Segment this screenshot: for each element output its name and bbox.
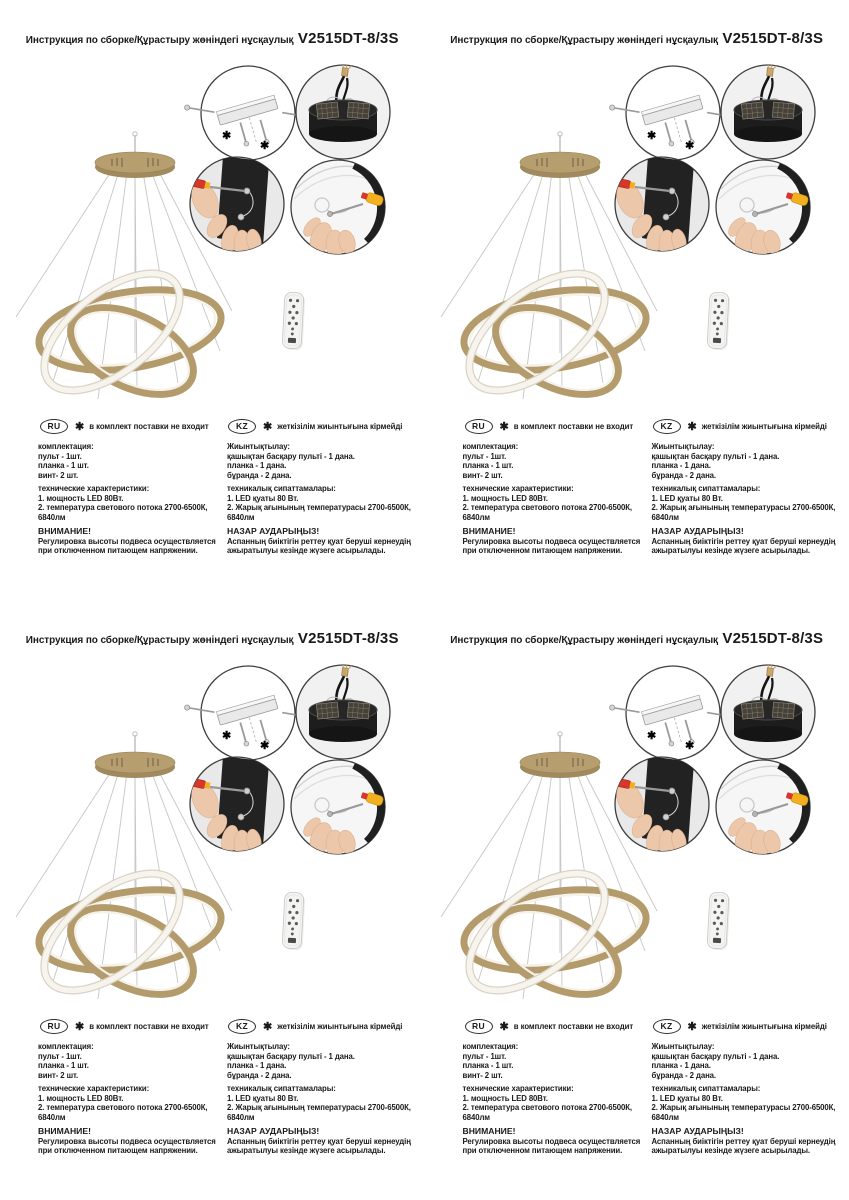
warning-line: Регулировка высоты подвеса осуществляется [38, 1136, 216, 1146]
canopy-disc [95, 752, 175, 778]
instruction-panel [0, 0, 425, 600]
wire-adjust-photo-circle [291, 160, 386, 258]
spec-line: техникалық сипаттамалары: [227, 484, 336, 493]
warning-line: Аспанның биіктігін реттеу қуат беруші кернеудің [651, 536, 836, 546]
spec-line: 1. LED қуаты 80 Вт. [227, 1093, 299, 1103]
spec-line: техникалық сипаттамалары: [227, 1084, 336, 1093]
spec-line: планка - 1 шт. [38, 461, 89, 470]
wire-adjust-photo-circle [716, 760, 811, 858]
spec-line: технические характеристики: [462, 484, 574, 493]
spec-line: 2. температура светового потока 2700-6500К, [38, 1103, 208, 1112]
not-included-asterisk: ✱ [260, 140, 270, 152]
spec-line: бұранда - 2 дана. [651, 1070, 716, 1080]
asterisk-icon: ✱ [499, 1020, 509, 1033]
spec-line: 6840лм [38, 512, 66, 522]
warning-line: Аспанның биіктігін реттеу қуат беруші кернеудің [227, 536, 411, 546]
spec-line: 2. Жарық ағынының температурасы 2700-6500К, [227, 503, 411, 512]
spec-line: планка - 1 дана. [651, 1061, 711, 1070]
spec-line: 2. Жарық ағынының температурасы 2700-6500К, [227, 1103, 411, 1112]
asterisk-icon: ✱ [263, 420, 273, 433]
panel-title [0, 30, 425, 48]
spec-line: Жиынтықтылау: [227, 1042, 290, 1051]
canopy-disc [520, 752, 600, 778]
title-text: Инструкция по сборке/Құрастыру жөніндегі нұсқаулық [25, 35, 294, 46]
notes-section [425, 418, 849, 555]
warning-line: ажыратылуы кезінде жүзеге асырылады. [651, 546, 810, 555]
notes-section [0, 1018, 424, 1155]
model-number: V2515DT-8/3S [722, 630, 824, 647]
spec-line: 2. Жарық ағынының температурасы 2700-6500К, [651, 503, 836, 512]
ru-badge: RU [40, 1019, 68, 1034]
wire-adjust-photo-circle [291, 760, 386, 858]
ru-not-included-note: в комплект поставки не входит [89, 1021, 209, 1031]
chandelier-illustration [441, 732, 657, 1013]
screwdriver-photo-circle [611, 756, 709, 856]
not-included-asterisk: ✱ [684, 740, 694, 752]
warning-line: при отключенном питающем напряжении. [462, 546, 623, 555]
kz-badge: KZ [228, 1019, 256, 1034]
badge-row [465, 418, 849, 434]
spec-line: 2. температура светового потока 2700-6500К, [38, 503, 208, 512]
ru-badge: RU [465, 1019, 493, 1034]
spec-line: технические характеристики: [38, 484, 150, 493]
warning-line: Аспанның биіктігін реттеу қуат беруші кернеудің [651, 1136, 836, 1146]
spec-line: 6840лм [227, 1112, 255, 1122]
canopy-disc [95, 152, 175, 178]
spec-line: технические характеристики: [462, 1084, 574, 1093]
canopy-photo-circle [296, 662, 390, 759]
led-rings [449, 251, 651, 413]
ru-badge: RU [465, 419, 493, 434]
asterisk-icon: ✱ [499, 420, 509, 433]
screwdriver-photo-circle [611, 156, 709, 256]
not-included-asterisk: ✱ [222, 130, 232, 142]
spec-line: 1. LED қуаты 80 Вт. [651, 1093, 723, 1103]
spec-line: 6840лм [651, 1112, 679, 1122]
assembly-artwork [425, 55, 849, 415]
kz-spec-column [652, 1042, 842, 1156]
spec-line: бұранда - 2 дана. [227, 1070, 292, 1080]
spec-line: 1. LED қуаты 80 Вт. [227, 493, 299, 503]
assembly-artwork [0, 655, 424, 1015]
spec-line: 1. LED қуаты 80 Вт. [651, 493, 723, 503]
ru-not-included-note: в комплект поставки не входит [513, 1021, 634, 1031]
not-included-asterisk: ✱ [222, 730, 232, 742]
warning-line: при отключенном питающем напряжении. [38, 1146, 198, 1155]
ru-not-included-note: в комплект поставки не входит [89, 421, 209, 431]
warning-line: Регулировка высоты подвеса осуществляется [462, 536, 641, 546]
ru-spec-column [38, 442, 226, 556]
badge-row [465, 1018, 849, 1034]
not-included-asterisk: ✱ [646, 730, 656, 742]
ru-warning-title: ВНИМАНИЕ! [38, 1126, 91, 1136]
badge-row [40, 1018, 424, 1034]
instruction-panel [0, 600, 425, 1200]
kz-spec-column [652, 442, 842, 556]
screwdriver-photo-circle [186, 156, 284, 256]
led-rings [449, 851, 651, 1013]
spec-line: планка - 1 дана. [227, 461, 287, 470]
spec-line: комплектация: [38, 442, 94, 451]
kz-warning-title: НАЗАР АУДАРЫҢЫЗ! [651, 1126, 744, 1136]
spec-line: комплектация: [462, 1042, 519, 1051]
screwdriver-photo-circle [186, 756, 284, 856]
model-number: V2515DT-8/3S [722, 30, 824, 47]
panel-title [425, 630, 849, 648]
spec-line: винт- 2 шт. [38, 1070, 79, 1080]
kz-warning-title: НАЗАР АУДАРЫҢЫЗ! [227, 526, 320, 536]
kz-not-included-note: жеткізілім жиынтығына кірмейді [277, 421, 403, 431]
panel-title [0, 630, 425, 648]
canopy-photo-circle [721, 62, 815, 159]
spec-line: винт- 2 шт. [462, 470, 503, 480]
led-rings [24, 851, 226, 1013]
ru-warning-title: ВНИМАНИЕ! [462, 526, 516, 536]
spec-line: Жиынтықтылау: [651, 1042, 715, 1051]
ru-not-included-note: в комплект поставки не входит [513, 421, 634, 431]
wire-adjust-photo-circle [716, 160, 811, 258]
warning-line: при отключенном питающем напряжении. [38, 546, 198, 555]
asterisk-icon: ✱ [75, 1020, 85, 1033]
kz-not-included-note: жеткізілім жиынтығына кірмейді [701, 1021, 827, 1031]
ru-spec-column [463, 1042, 651, 1156]
spec-line: пульт - 1шт. [38, 1051, 82, 1061]
bracket-diagram-circle [608, 666, 738, 763]
kz-spec-column [227, 1042, 417, 1156]
title-text: Инструкция по сборке/Құрастыру жөніндегі нұсқаулық [25, 635, 294, 646]
remote-control-illustration [706, 892, 729, 950]
spec-line: планка - 1 шт. [38, 1061, 89, 1070]
remote-control-illustration [706, 292, 729, 350]
instruction-panel [425, 0, 849, 600]
model-number: V2515DT-8/3S [297, 30, 399, 47]
remote-control-illustration [282, 292, 305, 350]
warning-line: ажыратылуы кезінде жүзеге асырылады. [651, 1146, 810, 1155]
chandelier-illustration [16, 732, 232, 1013]
spec-line: комплектация: [38, 1042, 94, 1051]
spec-line: планка - 1 дана. [651, 461, 711, 470]
title-text: Инструкция по сборке/Құрастыру жөніндегі нұсқаулық [450, 35, 718, 46]
kz-badge: KZ [653, 1019, 681, 1034]
spec-line: 2. температура светового потока 2700-6500К, [462, 1103, 632, 1112]
assembly-artwork [0, 55, 424, 415]
canopy-photo-circle [296, 62, 390, 159]
spec-line: винт- 2 шт. [38, 470, 79, 480]
spec-line: қашықтан басқару пульті - 1 дана. [651, 1051, 780, 1061]
kz-badge: KZ [228, 419, 256, 434]
spec-line: техникалық сипаттамалары: [651, 484, 761, 493]
kz-not-included-note: жеткізілім жиынтығына кірмейді [277, 1021, 403, 1031]
asterisk-icon: ✱ [263, 1020, 273, 1033]
spec-line: 1. мощность LED 80Вт. [38, 1093, 124, 1103]
kz-warning-title: НАЗАР АУДАРЫҢЫЗ! [651, 526, 744, 536]
not-included-asterisk: ✱ [260, 740, 270, 752]
warning-line: ажыратылуы кезінде жүзеге асырылады. [227, 546, 386, 555]
chandelier-illustration [16, 132, 232, 413]
asterisk-icon: ✱ [687, 420, 697, 433]
spec-line: бұранда - 2 дана. [227, 470, 292, 480]
canopy-photo-circle [721, 662, 815, 759]
spec-line: техникалық сипаттамалары: [651, 1084, 761, 1093]
spec-line: бұранда - 2 дана. [651, 470, 716, 480]
warning-line: Регулировка высоты подвеса осуществляется [38, 536, 216, 546]
spec-line: 2. температура светового потока 2700-6500К, [462, 503, 632, 512]
spec-line: пульт - 1шт. [38, 451, 82, 461]
title-text: Инструкция по сборке/Құрастыру жөніндегі нұсқаулық [450, 635, 718, 646]
spec-line: пульт - 1шт. [462, 1051, 507, 1061]
badge-row [40, 418, 424, 434]
spec-line: 2. Жарық ағынының температурасы 2700-6500К, [651, 1103, 836, 1112]
canopy-disc [520, 152, 600, 178]
spec-line: 6840лм [462, 512, 490, 522]
spec-line: 6840лм [462, 1112, 490, 1122]
bracket-diagram-circle [184, 666, 314, 763]
spec-line: пульт - 1шт. [462, 451, 507, 461]
spec-line: 6840лм [38, 1112, 66, 1122]
ru-warning-title: ВНИМАНИЕ! [38, 526, 91, 536]
kz-warning-title: НАЗАР АУДАРЫҢЫЗ! [227, 1126, 320, 1136]
warning-line: при отключенном питающем напряжении. [462, 1146, 623, 1155]
kz-spec-column [227, 442, 417, 556]
kz-badge: KZ [653, 419, 681, 434]
warning-line: Регулировка высоты подвеса осуществляется [462, 1136, 641, 1146]
remote-control-illustration [282, 892, 305, 950]
notes-section [425, 1018, 849, 1155]
kz-not-included-note: жеткізілім жиынтығына кірмейді [701, 421, 827, 431]
warning-line: Аспанның биіктігін реттеу қуат беруші кернеудің [227, 1136, 411, 1146]
bracket-diagram-circle [608, 66, 738, 163]
assembly-artwork [425, 655, 849, 1015]
spec-line: 1. мощность LED 80Вт. [462, 1093, 548, 1103]
ru-spec-column [463, 442, 651, 556]
spec-line: планка - 1 дана. [227, 1061, 287, 1070]
spec-line: қашықтан басқару пульті - 1 дана. [651, 451, 780, 461]
spec-line: комплектация: [462, 442, 519, 451]
notes-section [0, 418, 424, 555]
panel-title [425, 30, 849, 48]
ru-badge: RU [40, 419, 68, 434]
spec-line: 6840лм [227, 512, 255, 522]
asterisk-icon: ✱ [687, 1020, 697, 1033]
not-included-asterisk: ✱ [684, 140, 694, 152]
led-rings [24, 251, 226, 413]
instruction-panel [425, 600, 849, 1200]
spec-line: 1. мощность LED 80Вт. [38, 493, 124, 503]
spec-line: Жиынтықтылау: [227, 442, 290, 451]
bracket-diagram-circle [184, 66, 314, 163]
not-included-asterisk: ✱ [646, 130, 656, 142]
spec-line: планка - 1 шт. [462, 1061, 514, 1070]
warning-line: ажыратылуы кезінде жүзеге асырылады. [227, 1146, 386, 1155]
ru-spec-column [38, 1042, 226, 1156]
asterisk-icon: ✱ [75, 420, 85, 433]
spec-line: Жиынтықтылау: [651, 442, 715, 451]
model-number: V2515DT-8/3S [297, 630, 399, 647]
spec-line: 6840лм [651, 512, 679, 522]
spec-line: 1. мощность LED 80Вт. [462, 493, 548, 503]
spec-line: қашықтан басқару пульті - 1 дана. [227, 451, 355, 461]
spec-line: қашықтан басқару пульті - 1 дана. [227, 1051, 355, 1061]
spec-line: планка - 1 шт. [462, 461, 514, 470]
chandelier-illustration [441, 132, 657, 413]
spec-line: технические характеристики: [38, 1084, 150, 1093]
spec-line: винт- 2 шт. [462, 1070, 503, 1080]
ru-warning-title: ВНИМАНИЕ! [462, 1126, 516, 1136]
